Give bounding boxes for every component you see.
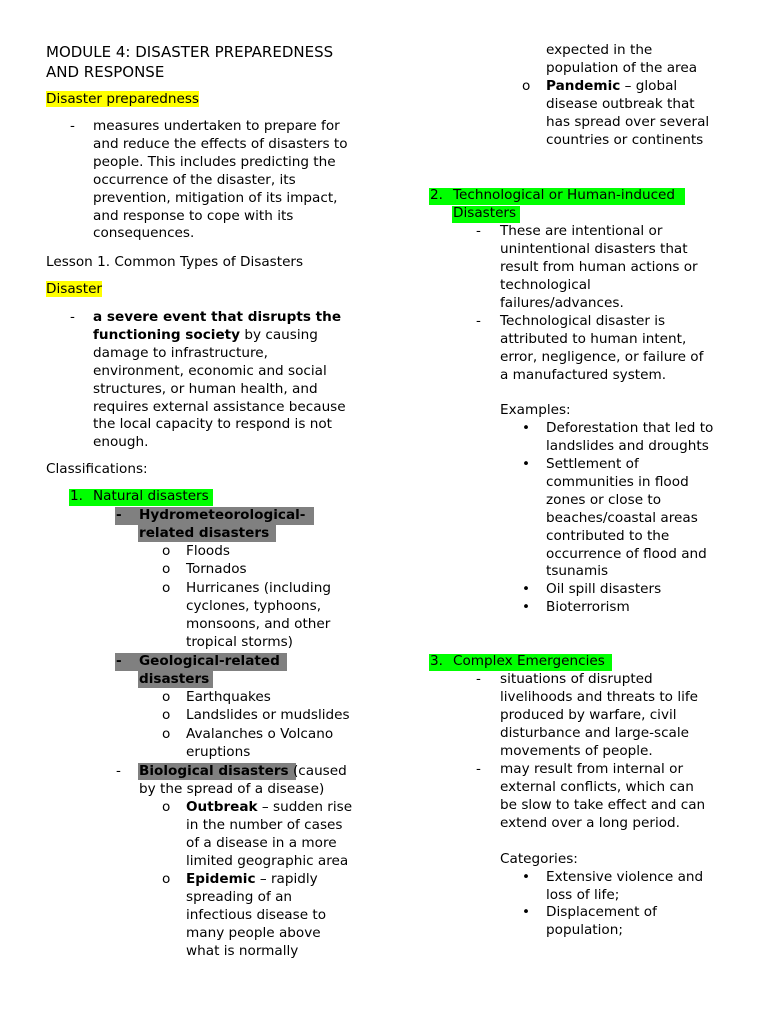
tech-definition-2: [500, 313, 703, 385]
text-line: movements of people.: [500, 742, 653, 759]
example-item: [546, 420, 713, 456]
text-line: Disasters: [453, 204, 517, 221]
text-run: – rapidly: [255, 871, 318, 887]
bold-text: Epidemic: [186, 871, 256, 887]
text-line: consequences.: [93, 225, 195, 242]
text-line: a manufactured system.: [500, 366, 667, 383]
text-line: disasters: [139, 670, 210, 687]
example-item: [546, 456, 707, 581]
list-item-avalanche: [186, 726, 333, 762]
text-line: Settlement of: [546, 456, 639, 472]
list-item: Floods: [186, 543, 230, 559]
tech-definition-1: [500, 223, 698, 313]
text-line: Technological or Human-induced: [453, 187, 676, 203]
text-line: cyclones, typhoons,: [186, 597, 322, 614]
text-line: the local capacity to respond is not: [93, 416, 332, 433]
text-line: contributed to the: [546, 527, 670, 544]
bullet-marker: •: [522, 420, 531, 436]
o-marker: o: [162, 561, 171, 577]
text-line: spreading of an: [186, 888, 293, 905]
o-marker: o: [162, 871, 171, 887]
text-line: Technological disaster is: [500, 313, 666, 329]
bold-text: Biological disasters: [139, 763, 289, 779]
o-marker: o: [522, 78, 531, 94]
bold-text: Outbreak: [186, 799, 258, 815]
dash-marker: -: [116, 653, 122, 669]
o-marker: o: [162, 543, 171, 559]
text-line: and response to cope with its: [93, 207, 294, 224]
category-item: [546, 869, 703, 905]
text-line: These are intentional or: [500, 223, 663, 239]
categories-heading: Categories:: [500, 851, 578, 867]
example-item: Bioterrorism: [546, 599, 630, 615]
examples-heading: Examples:: [500, 402, 571, 418]
list-item: Landslides or mudslides: [186, 707, 350, 723]
bullet-marker: •: [522, 581, 531, 597]
text-line: people. This includes predicting the: [93, 153, 336, 170]
text-line: situations of disrupted: [500, 671, 653, 687]
text-line: related disasters: [139, 524, 270, 541]
list-item-outbreak: [186, 799, 352, 871]
text-line: loss of life;: [546, 886, 620, 903]
text-line: tropical storms): [186, 633, 293, 650]
list-item-pandemic: [546, 78, 709, 150]
o-marker: o: [162, 799, 171, 815]
natural-disasters-heading: Natural disasters: [93, 488, 209, 504]
dash-marker: -: [476, 313, 481, 329]
text-line: disease outbreak that: [546, 95, 695, 112]
text-line: in the number of cases: [186, 816, 343, 833]
text-line: structures, or human health, and: [93, 380, 318, 397]
text-line: landslides and droughts: [546, 437, 709, 454]
text-line: Geological-related: [139, 653, 280, 669]
bullet-marker: •: [522, 904, 531, 920]
text-line: of a disease in a more: [186, 834, 337, 851]
text-line: enough.: [93, 434, 149, 451]
bio-heading: [139, 763, 347, 799]
text-line: Displacement of: [546, 904, 657, 920]
text-line: expected in the: [546, 42, 653, 58]
text-run: – sudden rise: [257, 799, 353, 815]
text-line: measures undertaken to prepare for: [93, 118, 340, 134]
text-line: Hydrometeorological-: [139, 507, 306, 523]
title-line-1: MODULE 4: DISASTER PREPAREDNESS: [46, 43, 334, 61]
lesson-heading: Lesson 1. Common Types of Disasters: [46, 254, 304, 270]
o-marker: o: [162, 689, 171, 705]
complex-heading: Complex Emergencies: [453, 653, 605, 669]
bullet-marker: •: [522, 869, 531, 885]
dash-marker: -: [116, 763, 121, 779]
text-line: occurrence of flood and: [546, 545, 707, 562]
page-title: [46, 42, 333, 82]
text-line: result from human actions or: [500, 258, 698, 275]
text-line: countries or continents: [546, 131, 704, 148]
text-line: tsunamis: [546, 563, 609, 580]
text-line: limited geographic area: [186, 852, 349, 869]
complex-definition-1: [500, 671, 698, 761]
list-item-hurricanes: [186, 580, 331, 652]
text-line: may result from internal or: [500, 761, 684, 777]
text-line: Extensive violence and: [546, 869, 704, 885]
text-line: population of the area: [546, 59, 698, 76]
text-line: damage to infrastructure,: [93, 344, 268, 361]
text-line: failures/advances.: [500, 294, 624, 311]
o-marker: o: [162, 707, 171, 723]
dash-marker: -: [476, 761, 481, 777]
text-line: produced by warfare, civil: [500, 706, 677, 723]
text-line: beaches/coastal areas: [546, 509, 698, 526]
text-line: Avalanches o Volcano: [186, 726, 334, 742]
text-line: be slow to take effect and can: [500, 796, 706, 813]
text-line: livelihoods and threats to life: [500, 688, 699, 705]
category-item: [546, 904, 657, 940]
text-line: has spread over several: [546, 113, 710, 130]
text-line: Hurricanes (including: [186, 580, 331, 596]
epidemic-continued: [546, 42, 697, 78]
text-line: infectious disease to: [186, 906, 327, 923]
o-marker: o: [162, 726, 171, 742]
text-run: by causing: [240, 326, 318, 343]
disaster-definition: [93, 309, 346, 452]
dash-marker: -: [70, 118, 75, 134]
list-item: Earthquakes: [186, 689, 271, 705]
text-line: environment, economic and social: [93, 362, 327, 379]
text-line: and reduce the effects of disasters to: [93, 135, 348, 152]
tech-heading: [453, 187, 675, 223]
list-item-epidemic: [186, 871, 326, 961]
text-line: error, negligence, or failure of: [500, 348, 704, 365]
o-marker: o: [162, 580, 171, 596]
example-item: Oil spill disasters: [546, 581, 662, 597]
complex-definition-2: [500, 761, 705, 833]
text-line: unintentional disasters that: [500, 240, 688, 257]
text-line: Deforestation that led to: [546, 420, 714, 436]
title-line-2: AND RESPONSE: [46, 63, 165, 81]
text-line: occurrence of the disaster, its: [93, 171, 296, 188]
text-line: prevention, mitigation of its impact,: [93, 189, 338, 206]
text-line: disturbance and large-scale: [500, 724, 690, 741]
geo-heading: [139, 653, 280, 689]
text-line: technological: [500, 276, 591, 293]
text-line: external conflicts, which can: [500, 778, 694, 795]
list-number: 2.: [430, 187, 443, 203]
text-line: eruptions: [186, 743, 251, 760]
bold-text: functioning society: [93, 326, 241, 343]
dash-marker: -: [116, 507, 122, 523]
bold-text: Pandemic: [546, 78, 621, 94]
list-number: 1.: [70, 488, 83, 504]
text-line: requires external assistance because: [93, 398, 346, 415]
bullet-marker: •: [522, 456, 531, 472]
text-line: communities in flood: [546, 473, 689, 490]
text-line: by the spread of a disease): [139, 780, 325, 797]
text-line: extend over a long period.: [500, 814, 680, 831]
preparedness-definition: [93, 118, 348, 243]
classifications-heading: Classifications:: [46, 461, 148, 477]
text-line: zones or close to: [546, 491, 662, 508]
text-line: what is normally: [186, 942, 299, 959]
text-line: population;: [546, 921, 623, 938]
text-line: attributed to human intent,: [500, 330, 687, 347]
hydro-heading: [139, 507, 305, 543]
text-run: – global: [620, 78, 678, 94]
dash-marker: -: [70, 309, 75, 325]
preparedness-heading: [46, 91, 199, 109]
disaster-heading-text: Disaster: [46, 281, 103, 297]
disaster-heading: [46, 281, 102, 299]
preparedness-heading-text: Disaster preparedness: [46, 91, 200, 107]
bold-text: a severe event that disrupts the: [93, 309, 342, 325]
text-run: (caused: [288, 763, 347, 779]
text-line: monsoons, and other: [186, 615, 331, 632]
bullet-marker: •: [522, 599, 531, 615]
text-line: many people above: [186, 924, 321, 941]
list-number: 3.: [430, 653, 443, 669]
list-item: Tornados: [186, 561, 247, 577]
dash-marker: -: [476, 223, 481, 239]
dash-marker: -: [476, 671, 481, 687]
